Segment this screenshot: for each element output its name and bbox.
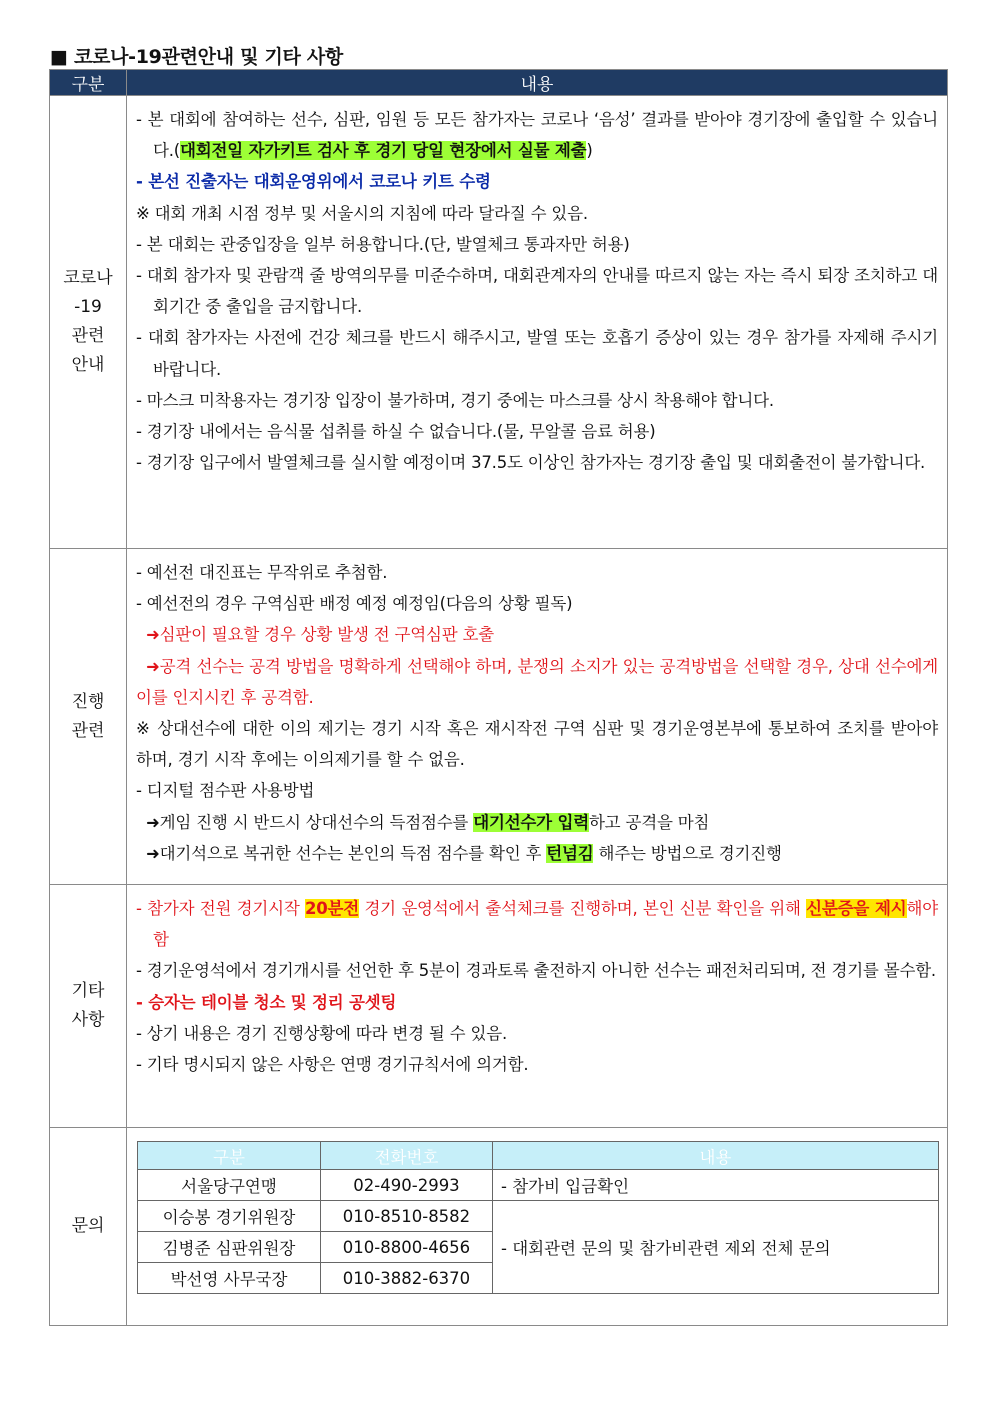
inquiry-content <box>127 1128 948 1326</box>
page-title: ■ 코로나-19관련안내 및 기타 사항 <box>50 46 343 68</box>
arrow-icon: ➜ <box>146 812 160 832</box>
progress-highlight-2: 턴넘김 <box>546 843 594 863</box>
etc-content <box>127 885 948 1128</box>
arrow-icon: ➜ <box>146 625 160 645</box>
table-row <box>138 1170 939 1201</box>
covid-line-5: - 대회 참가자 및 관람객 줄 방역의무를 미준수하며, 대회관계자의 안내를 따르지 않는 자는 즉시 퇴장 조치하고 대회기간 중 출입을 금지합니다. <box>136 266 938 317</box>
contact-content: - 대회관련 문의 및 참가비관련 제외 전체 문의 <box>493 1201 939 1294</box>
etc-line-2: - 경기운영석에서 경기개시를 선언한 후 5분이 경과토록 출전하지 아니한 선수는 패전처리되며, 전 경기를 몰수함. <box>136 961 936 981</box>
contact-name: 서울당구연맹 <box>138 1170 321 1201</box>
etc-highlight-2: 신분증을 제시 <box>806 899 907 918</box>
progress-label: 진행 관련 <box>50 549 127 885</box>
covid-line-7: - 마스크 미착용자는 경기장 입장이 불가하며, 경기 중에는 마스크를 상시 착용해야 합니다. <box>136 390 774 410</box>
covid-line-2: - 본선 진출자는 대회운영위에서 코로나 키트 수령 <box>136 172 491 192</box>
progress-row <box>50 549 948 885</box>
covid-content <box>127 96 948 549</box>
contact-phone: 02-490-2993 <box>321 1170 493 1201</box>
contact-content: - 참가비 입금확인 <box>493 1170 939 1201</box>
inquiry-label: 문의 <box>50 1128 127 1326</box>
progress-line-5: ※ 상대선수에 대한 이의 제기는 경기 시작 혹은 재시작전 구역 심판 및 경기운영본부에 통보하여 조치를 받아야 하며, 경기 시작 후에는 이의제기를 할 수 없음. <box>136 719 938 770</box>
arrow-icon: ➜ <box>146 843 160 863</box>
contact-name: 이승봉 경기위원장 <box>138 1201 321 1232</box>
progress-line-1: - 예선전 대진표는 무작위로 추첨함. <box>136 563 388 582</box>
etc-row <box>50 885 948 1128</box>
covid-highlight: 대회전일 자가키트 검사 후 경기 당일 현장에서 실물 제출 <box>180 141 587 161</box>
covid-label: 코로나 -19 관련 안내 <box>50 96 127 549</box>
progress-line-4: ➜공격 선수는 공격 방법을 명확하게 선택해야 하며, 분쟁의 소지가 있는 공격방법을 선택할 경우, 상대 선수에게 이를 인지시킨 후 공격함. <box>136 656 938 707</box>
etc-line-3: - 승자는 테이블 청소 및 정리 공셋팅 <box>136 992 397 1012</box>
covid-line-1: - 본 대회에 참여하는 선수, 심판, 임원 등 모든 참가자는 코로나 ‘음성’ 결과를 받아야 경기장에 출입할 수 있습니다.(대회전일 자가키트 검사 후 경기 당일 현장에서 실물 제출) <box>136 110 938 161</box>
progress-content <box>127 549 948 885</box>
covid-line-4: - 본 대회는 관중입장을 일부 허용합니다.(단, 발열체크 통과자만 허용) <box>136 234 630 254</box>
progress-highlight-1: 대기선수가 입력 <box>473 812 589 832</box>
arrow-icon: ➜ <box>146 656 160 676</box>
progress-line-6: - 디지털 점수판 사용방법 <box>136 781 315 801</box>
etc-label: 기타 사항 <box>50 885 127 1128</box>
contact-name: 김병준 심판위원장 <box>138 1232 321 1263</box>
header-category: 구분 <box>50 70 127 96</box>
etc-line-5: - 기타 명시되지 않은 사항은 연맹 경기규칙서에 의거함. <box>136 1055 529 1075</box>
contact-name: 박선영 사무국장 <box>138 1263 321 1294</box>
covid-line-8: - 경기장 내에서는 음식물 섭취를 하실 수 없습니다.(물, 무알콜 음료 허용) <box>136 422 656 442</box>
etc-line-4: - 상기 내용은 경기 진행상황에 따라 변경 될 수 있음. <box>136 1023 507 1043</box>
contact-header-category: 구분 <box>138 1142 321 1170</box>
contact-phone: 010-3882-6370 <box>321 1263 493 1294</box>
covid-line-6: - 대회 참가자는 사전에 건강 체크를 반드시 해주시고, 발열 또는 호흡기 증상이 있는 경우 참가를 자제해 주시기 바랍니다. <box>136 328 938 379</box>
progress-line-7: ➜게임 진행 시 반드시 상대선수의 득점점수를 대기선수가 입력하고 공격을 마침 <box>146 812 710 832</box>
contact-header-content: 내용 <box>493 1142 939 1170</box>
contact-phone: 010-8510-8582 <box>321 1201 493 1232</box>
etc-line-1: - 참가자 전원 경기시작 20분전 경기 운영석에서 출석체크를 진행하며, 본인 신분 확인을 위해 신분증을 제시해야 함 <box>136 899 938 950</box>
header-content: 내용 <box>127 70 948 96</box>
progress-line-3: ➜심판이 필요할 경우 상황 발생 전 구역심판 호출 <box>146 625 494 645</box>
etc-highlight-1: 20분전 <box>305 899 360 918</box>
covid-line-9: - 경기장 입구에서 발열체크를 실시할 예정이며 37.5도 이상인 참가자는 경기장 출입 및 대회출전이 불가합니다. <box>136 453 926 473</box>
contact-header-phone: 전화번호 <box>321 1142 493 1170</box>
progress-line-8: ➜대기석으로 복귀한 선수는 본인의 득점 점수를 확인 후 턴넘김 해주는 방법으로 경기진행 <box>146 843 782 863</box>
contact-phone: 010-8800-4656 <box>321 1232 493 1263</box>
covid-line-3: ※ 대회 개최 시점 정부 및 서울시의 지침에 따라 달라질 수 있음. <box>136 203 588 223</box>
contact-table <box>137 1141 939 1294</box>
table-row <box>138 1201 939 1232</box>
covid-row <box>50 96 948 549</box>
progress-line-2: - 예선전의 경우 구역심판 배정 예정 예정임(다음의 상황 필독) <box>136 594 573 614</box>
notice-table <box>49 69 948 1326</box>
inquiry-row <box>50 1128 948 1326</box>
